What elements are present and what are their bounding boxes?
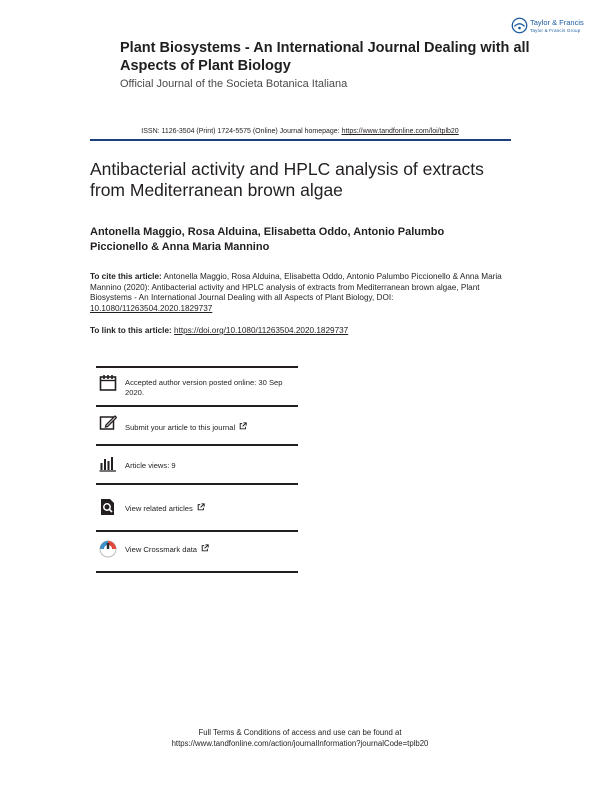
citation-block xyxy=(90,272,515,314)
article-title: Antibacterial activity and HPLC analysis of extracts from Mediterranean brown algae xyxy=(90,159,484,200)
external-link-icon xyxy=(201,544,209,552)
panel-divider xyxy=(96,571,298,573)
citation-text: Antonella Maggio, Rosa Alduina, Elisabetta Oddo, Antonio Palumbo Piccionello & Anna Maria Mannino (2020): Antibacterial activity and HPLC analysis of extracts from Mediterranean brown algae, Plant Biosystems - An International Journal Dealing with all Aspects of Plant Biology, DOI: xyxy=(90,272,502,303)
panel-divider xyxy=(96,405,298,407)
related-articles-label: View related articles xyxy=(125,504,193,513)
article-authors: Antonella Maggio, Rosa Alduina, Elisabetta Oddo, Antonio Palumbo Piccionello & Anna Maria Mannino xyxy=(90,226,445,253)
journal-subtitle: Official Journal of the Societa Botanica Italiana xyxy=(120,78,348,90)
footer-terms-text: Full Terms & Conditions of access and use can be found at xyxy=(198,728,402,737)
submit-article-label: Submit your article to this journal xyxy=(125,423,236,432)
footer xyxy=(0,727,600,749)
citation-doi-link[interactable]: 10.1080/11263504.2020.1829737 xyxy=(90,303,213,313)
related-articles-search-icon xyxy=(99,498,117,516)
external-link-icon xyxy=(239,422,247,430)
panel-divider xyxy=(96,483,298,485)
publisher-logo-subtext: Taylor & Francis Group xyxy=(530,28,581,33)
panel-divider xyxy=(96,444,298,446)
publisher-logo-icon xyxy=(511,17,528,34)
issn-text: ISSN: 1126-3504 (Print) 1724-5575 (Online) Journal homepage: xyxy=(141,128,342,135)
panel-divider xyxy=(96,530,298,532)
submit-article-link[interactable] xyxy=(125,422,247,433)
header-divider xyxy=(90,139,511,141)
crossmark-label: View Crossmark data xyxy=(125,545,198,554)
edit-icon xyxy=(99,414,117,432)
footer-journal-info-link[interactable]: https://www.tandfonline.com/action/journalInformation?journalCode=tplb20 xyxy=(171,739,429,748)
crossmark-link[interactable] xyxy=(125,544,209,555)
journal-title: Plant Biosystems - An International Journal Dealing with all Aspects of Plant Biology xyxy=(120,40,530,74)
panel-divider xyxy=(96,366,298,368)
issn-line xyxy=(0,128,600,135)
publisher-logo-text: Taylor & Francis xyxy=(530,18,584,27)
article-views-text: Article views: 9 xyxy=(125,461,176,470)
article-doi-url[interactable]: https://doi.org/10.1080/11263504.2020.1829737 xyxy=(174,326,349,335)
publisher-logo[interactable] xyxy=(511,16,587,38)
bar-chart-icon xyxy=(99,455,117,473)
article-link-line xyxy=(90,326,348,335)
link-label: To link to this article: xyxy=(90,326,175,335)
accepted-text: Accepted author version posted online: 30 Sep 2020. xyxy=(125,378,283,397)
citation-label: To cite this article: xyxy=(90,272,162,281)
crossmark-icon xyxy=(99,540,117,558)
related-articles-link[interactable] xyxy=(125,503,205,514)
journal-homepage-link[interactable]: https://www.tandfonline.com/loi/tplb20 xyxy=(341,128,459,135)
external-link-icon xyxy=(197,503,205,511)
calendar-icon xyxy=(99,374,117,392)
